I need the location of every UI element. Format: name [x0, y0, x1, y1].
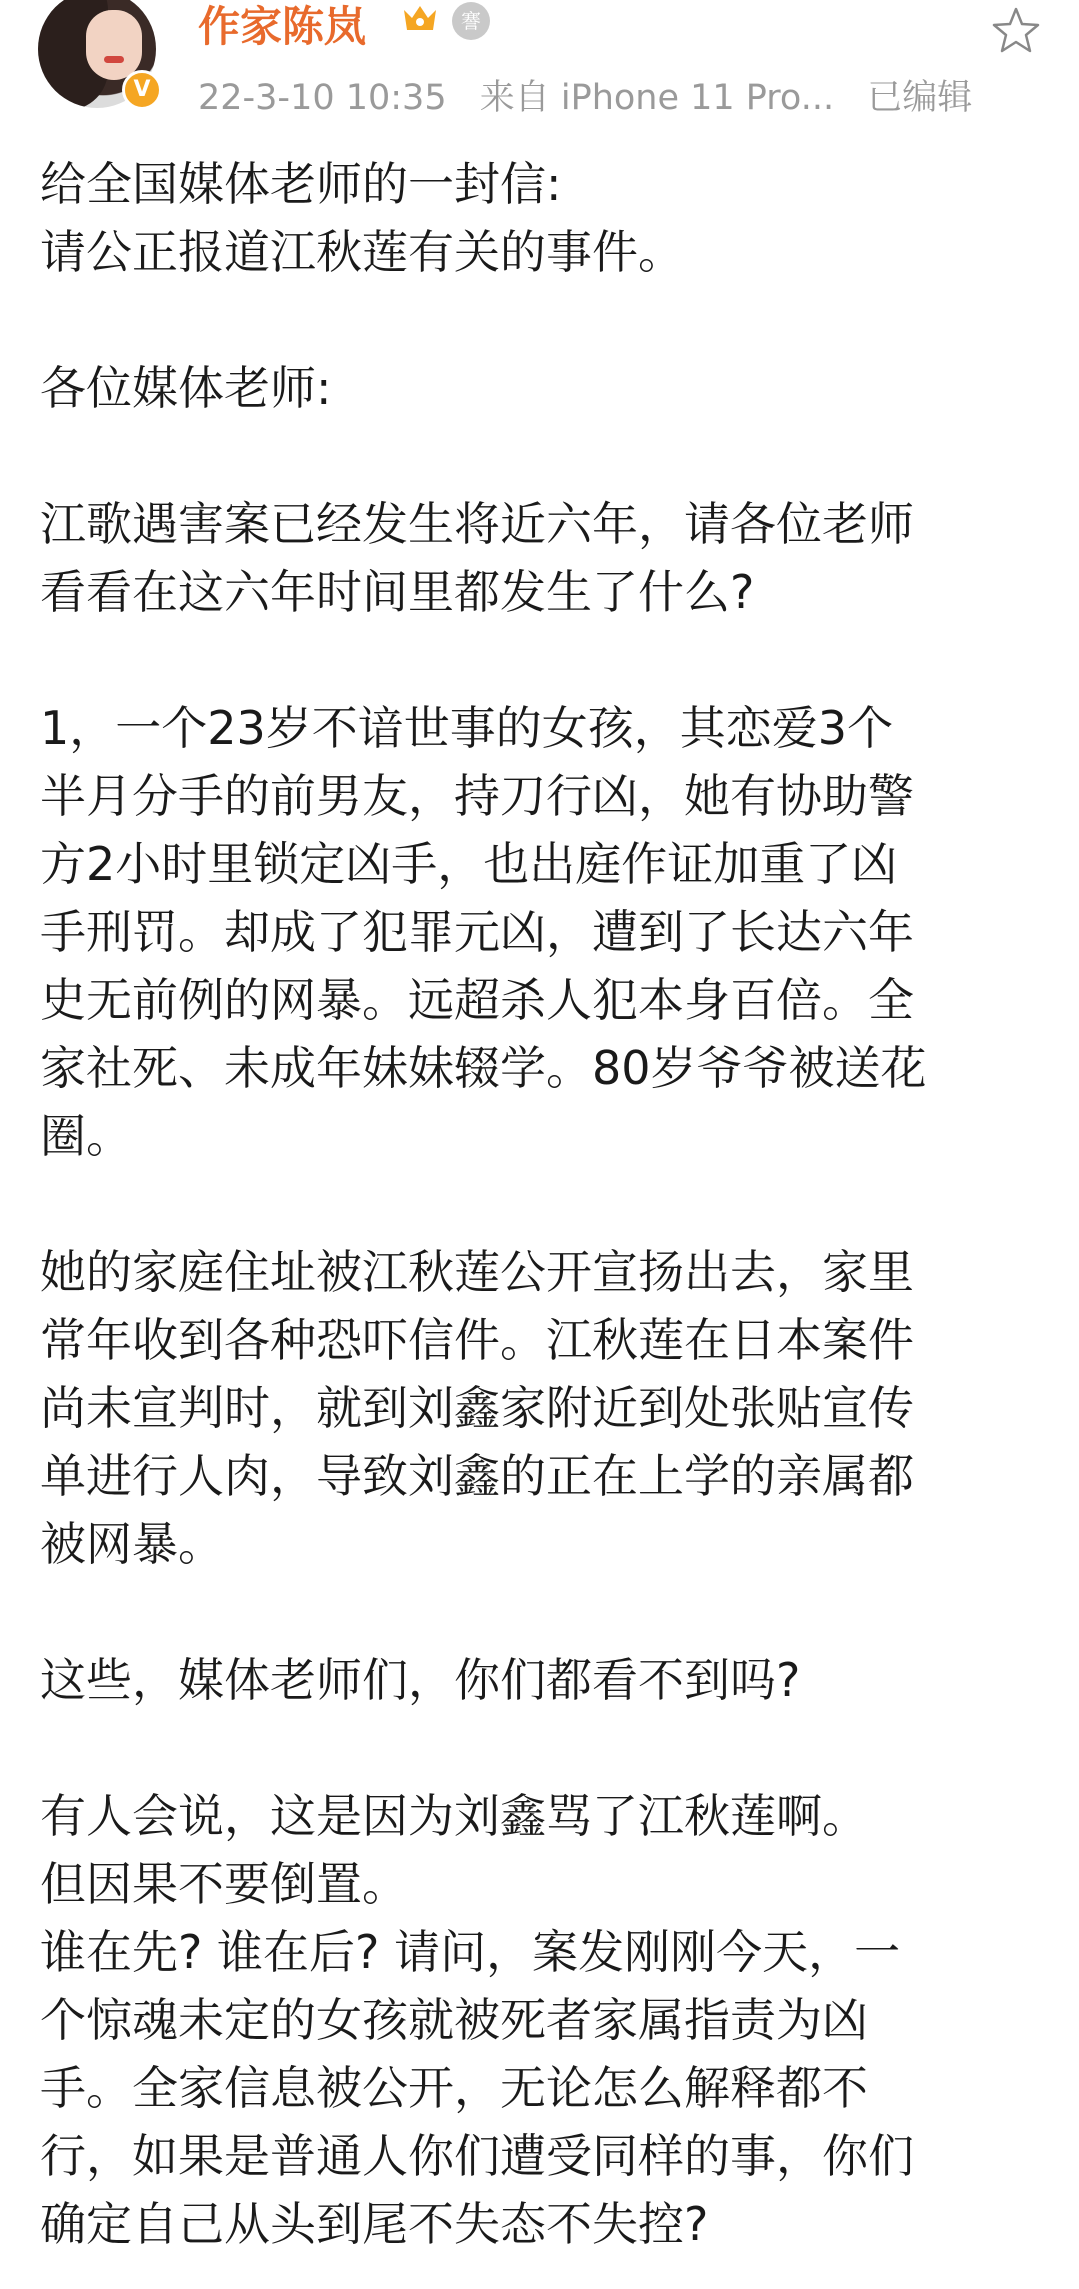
body-line: 有人会说，这是因为刘鑫骂了江秋莲啊。 — [40, 1789, 868, 1843]
post-timestamp: 22-3-10 10:35 — [198, 78, 447, 118]
body-line: 手。全家信息被公开，无论怎么解释都不 — [40, 2061, 868, 2115]
body-line: 确定自己从头到尾不失态不失控? — [40, 2197, 709, 2251]
body-line: 常年收到各种恐吓信件。江秋莲在日本案件 — [40, 1313, 914, 1367]
medal-icon[interactable]: 謇 — [452, 2, 490, 40]
body-line: 手刑罚。却成了犯罪元凶，遭到了长达六年 — [40, 905, 914, 959]
body-line: 江歌遇害案已经发生将近六年，请各位老师 — [40, 497, 914, 551]
paragraph-gap — [40, 1714, 1050, 1782]
body-line: 这些，媒体老师们，你们都看不到吗? — [40, 1653, 801, 1707]
body-line: 单进行人肉，导致刘鑫的正在上学的亲属都 — [40, 1449, 914, 1503]
author-name[interactable]: 作家陈岚 — [198, 2, 367, 51]
body-line: 尚未宣判时，就到刘鑫家附近到处张贴宣传 — [40, 1381, 914, 1435]
body-line: 方2小时里锁定凶手，也出庭作证加重了凶 — [40, 837, 898, 891]
body-line: 被网暴。 — [40, 1517, 224, 1571]
body-line: 家社死、未成年妹妹辍学。80岁爷爷被送花 — [40, 1041, 927, 1095]
author-avatar[interactable] — [38, 0, 163, 108]
body-line: 请公正报道江秋莲有关的事件。 — [40, 225, 684, 279]
paragraph-gap — [40, 286, 1050, 354]
paragraph-gap — [40, 1170, 1050, 1238]
favorite-star-icon[interactable] — [990, 5, 1042, 57]
body-line: 圈。 — [40, 1109, 132, 1163]
body-line: 行，如果是普通人你们遭受同样的事，你们 — [40, 2129, 914, 2183]
body-line: 半月分手的前男友，持刀行凶，她有协助警 — [40, 769, 914, 823]
post-body — [40, 150, 1050, 2258]
body-line: 她的家庭住址被江秋莲公开宣扬出去，家里 — [40, 1245, 914, 1299]
post-source: 来自 iPhone 11 Pro... — [479, 78, 835, 118]
body-line: 1，一个23岁不谙世事的女孩，其恋爱3个 — [40, 701, 894, 755]
edited-label[interactable]: 已编辑 — [867, 78, 973, 118]
post-header — [0, 0, 1079, 120]
post-meta — [198, 70, 994, 120]
body-line: 个惊魂未定的女孩就被死者家属指责为凶 — [40, 1993, 868, 2047]
verified-badge-icon: V — [122, 70, 162, 110]
paragraph-gap — [40, 626, 1050, 694]
body-line: 谁在先? 谁在后? 请问，案发刚刚今天，一 — [40, 1925, 901, 1979]
body-line: 但因果不要倒置。 — [40, 1857, 408, 1911]
body-line: 史无前例的网暴。远超杀人犯本身百倍。全 — [40, 973, 914, 1027]
paragraph-gap — [40, 1578, 1050, 1646]
body-line: 给全国媒体老师的一封信: — [40, 157, 562, 211]
body-line: 看看在这六年时间里都发生了什么? — [40, 565, 755, 619]
crown-icon — [400, 0, 440, 36]
body-line: 各位媒体老师: — [40, 361, 332, 415]
paragraph-gap — [40, 422, 1050, 490]
